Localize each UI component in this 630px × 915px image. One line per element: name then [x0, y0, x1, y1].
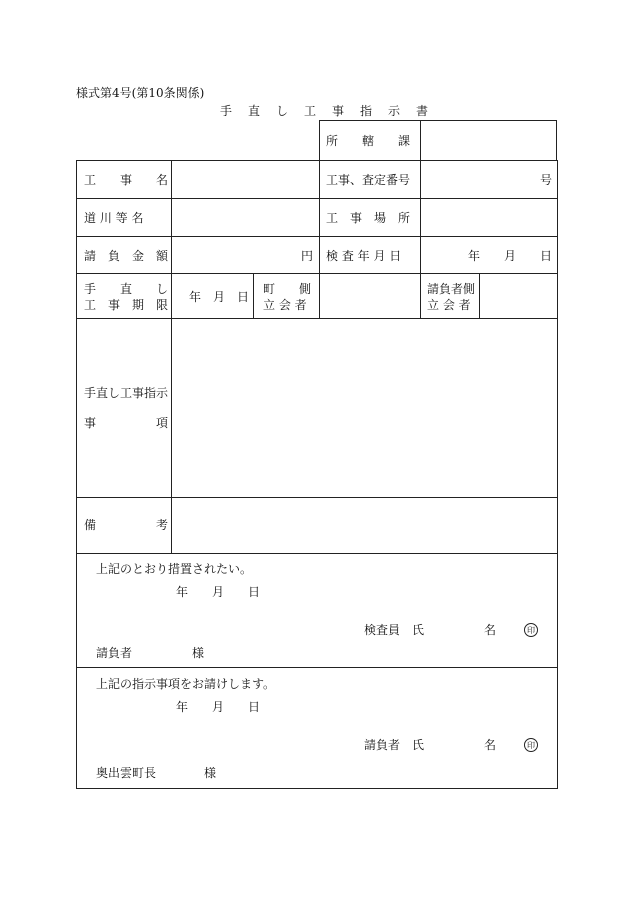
- row-line: [76, 497, 558, 498]
- section1-addressee: 請負者 様: [96, 646, 205, 660]
- form-number: 様式第4号(第10条関係): [76, 86, 205, 100]
- document-title: 手 直 し 工 事 指 示 書: [220, 104, 431, 118]
- kensa-date-value: 年 月 日: [468, 249, 553, 263]
- row-line: [76, 198, 558, 199]
- section2-contractor: 請負者 氏 名: [364, 738, 497, 752]
- kensa-date-label: 検 査 年 月 日: [326, 249, 402, 263]
- tenaoshi-label-1: 手 直 し: [84, 282, 169, 296]
- koji-basho-label: 工 事 場 所: [326, 211, 411, 225]
- satei-bango-label: 工事、査定番号: [326, 173, 411, 187]
- shiji-label-2: 事 項: [84, 416, 169, 430]
- koji-mei-label: 工 事 名: [84, 173, 169, 187]
- en-label: 円: [301, 249, 314, 263]
- section1-date: 年 月 日: [176, 585, 261, 599]
- col-line: [479, 273, 480, 318]
- cho-label-1: 町 側: [263, 282, 312, 296]
- ukeoi-side-label-1: 請負者側: [427, 282, 476, 296]
- section2-text: 上記の指示事項をお請けします。: [96, 677, 276, 691]
- biko-label: 備 考: [84, 518, 169, 532]
- row-line: [76, 553, 558, 554]
- section2-addressee: 奥出雲町長 様: [96, 766, 217, 780]
- ukeoi-side-label-2: 立 会 者: [427, 298, 471, 312]
- shiji-label-1: 手直し工事指示: [84, 386, 169, 400]
- shokan-label: 所 轄 課: [326, 134, 411, 148]
- tenaoshi-label-2: 工 事 期 限: [84, 298, 169, 312]
- col-line: [171, 160, 172, 553]
- row-line: [76, 318, 558, 319]
- seal-icon: 印: [524, 623, 538, 637]
- ukeoi-kingaku-label: 請 負 金 額: [84, 249, 169, 263]
- cho-label-2: 立 会 者: [263, 298, 307, 312]
- go-label: 号: [540, 173, 553, 187]
- tenaoshi-date: 年 月 日: [189, 290, 250, 304]
- row-line: [76, 236, 558, 237]
- section1-inspector: 検査員 氏 名: [364, 623, 497, 637]
- section2-date: 年 月 日: [176, 700, 261, 714]
- dosen-mei-label: 道 川 等 名: [84, 211, 144, 225]
- row-line: [76, 273, 558, 274]
- col-line: [253, 273, 254, 318]
- seal-icon: 印: [524, 738, 538, 752]
- row-line: [76, 667, 558, 668]
- section1-text: 上記のとおり措置されたい。: [96, 562, 253, 576]
- shokan-divider: [420, 120, 421, 161]
- col-line: [319, 160, 320, 318]
- col-line: [420, 160, 421, 318]
